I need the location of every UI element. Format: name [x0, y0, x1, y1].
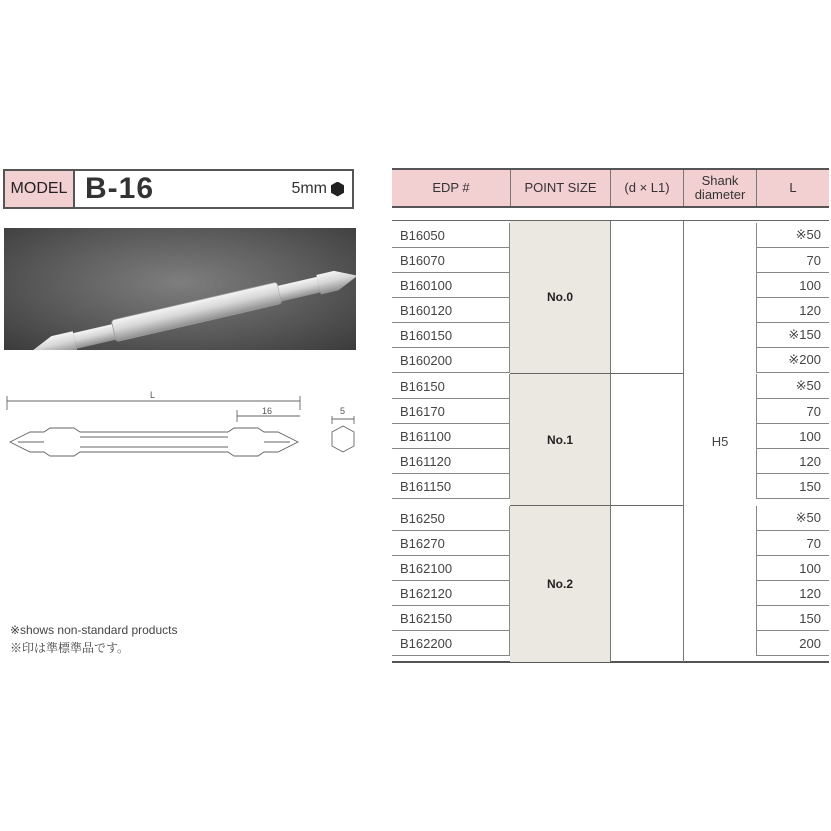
note-english: ※shows non-standard products: [10, 623, 178, 637]
length-cell: 100: [756, 424, 829, 449]
technical-drawing: [4, 388, 364, 473]
edp-cell: B16250: [392, 506, 510, 531]
length-cell: 120: [756, 449, 829, 474]
length-cell: ※50: [756, 374, 829, 399]
edp-cell: B161120: [392, 449, 510, 474]
edp-cell: B160200: [392, 348, 510, 373]
header-shank: [683, 170, 756, 206]
dl-cell: [610, 506, 683, 662]
edp-cell: B161150: [392, 474, 510, 499]
model-label: MODEL: [5, 171, 75, 207]
edp-cell: B160100: [392, 273, 510, 298]
dl-cell: [610, 221, 683, 374]
model-name: B-16: [85, 172, 155, 205]
edp-cell: B16270: [392, 531, 510, 556]
model-header: [3, 169, 354, 209]
header-shank-line2: diameter: [694, 187, 746, 202]
dl-cell: [610, 374, 683, 506]
length-cell: 120: [756, 581, 829, 606]
edp-cell: B162100: [392, 556, 510, 581]
drawing-length-label: L: [150, 390, 156, 400]
point-size-group: No.0: [510, 221, 610, 374]
edp-cell: B16050: [392, 223, 510, 248]
product-photo: [4, 228, 356, 350]
point-size-group: No.1: [510, 374, 610, 506]
length-cell: 120: [756, 298, 829, 323]
shank-value: H5: [683, 221, 756, 662]
drawing-hex-label: 5: [340, 406, 346, 416]
edp-cell: B160120: [392, 298, 510, 323]
header-dl: (d × L1): [610, 170, 683, 206]
length-cell: 200: [756, 631, 829, 656]
length-cell: ※150: [756, 323, 829, 348]
edp-cell: B162120: [392, 581, 510, 606]
edp-cell: B162200: [392, 631, 510, 656]
length-cell: ※200: [756, 348, 829, 373]
length-cell: 70: [756, 248, 829, 273]
length-cell: ※50: [756, 223, 829, 248]
model-size-text: 5mm: [291, 180, 327, 197]
edp-cell: B161100: [392, 424, 510, 449]
length-cell: 100: [756, 273, 829, 298]
table-header: [392, 168, 829, 208]
edp-cell: B16070: [392, 248, 510, 273]
header-shank-line1: Shank: [701, 173, 739, 188]
header-point-size: POINT SIZE: [510, 170, 610, 206]
length-cell: 100: [756, 556, 829, 581]
edp-cell: B160150: [392, 323, 510, 348]
length-cell: 70: [756, 399, 829, 424]
edp-cell: B162150: [392, 606, 510, 631]
header-l: L: [756, 170, 829, 206]
model-size: [291, 180, 344, 198]
note-japanese: ※印は準標準品です。: [10, 641, 130, 655]
edp-cell: B16170: [392, 399, 510, 424]
point-size-group: No.2: [510, 506, 610, 662]
length-cell: 150: [756, 474, 829, 499]
edp-cell: B16150: [392, 374, 510, 399]
length-cell: 70: [756, 531, 829, 556]
length-cell: 150: [756, 606, 829, 631]
drawing-tip-label: 16: [262, 406, 273, 416]
header-edp: EDP #: [392, 170, 510, 206]
hexagon-icon: [331, 182, 344, 197]
length-cell: ※50: [756, 506, 829, 531]
